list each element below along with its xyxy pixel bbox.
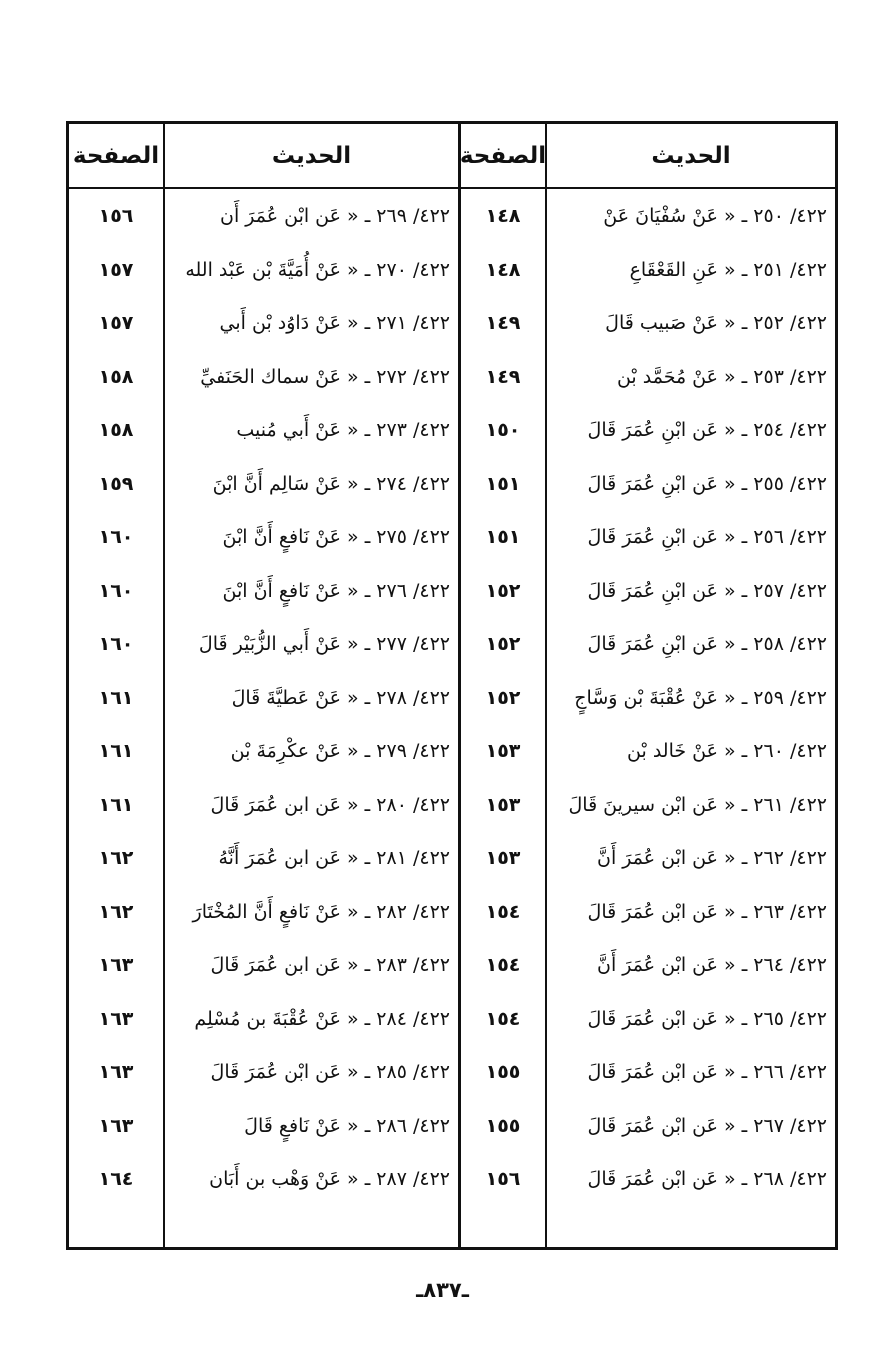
- right-hadith-entry: ٤٢٢/ ٢٦٥ ـ « عَن ابْن عُمَرَ قَالَ: [587, 1007, 827, 1030]
- left-hadith-entry: ٤٢٢/ ٢٧٥ ـ « عَنْ نَافعٍ أَنَّ ابْنَ: [222, 526, 450, 548]
- right-page-number: ١٤٩: [485, 365, 521, 388]
- header-left-hadith: الحديث: [271, 142, 352, 169]
- page-number: ـ٨٣٧ـ: [416, 1278, 469, 1302]
- table-row: [69, 250, 835, 290]
- right-hadith-entry: ٤٢٢/ ٢٥٦ ـ « عَن ابْنِ عُمَرَ قَالَ: [587, 526, 827, 548]
- left-page-number: ١٦٢: [98, 847, 134, 869]
- right-hadith-entry: ٤٢٢/ ٢٥٠ ـ « عَنْ سُفْيَانَ عَنْ: [603, 205, 827, 227]
- table-row: [69, 731, 835, 771]
- left-page-number: ١٦٠: [98, 526, 134, 548]
- left-page-number: ١٦٣: [98, 1007, 134, 1030]
- left-page-number: ١٦١: [98, 686, 134, 709]
- right-page-number: ١٥٢: [485, 579, 521, 602]
- right-hadith-entry: ٤٢٢/ ٢٥٣ ـ « عَنْ مُحَمَّد بْن: [616, 365, 827, 388]
- right-hadith-entry: ٤٢٢/ ٢٥٩ ـ « عَنْ عُقْبَةَ بْن وَسَّاجٍ: [574, 686, 827, 709]
- left-hadith-entry: ٤٢٢/ ٢٧٢ ـ « عَنْ سماك الحَنَفيِّ: [200, 365, 450, 388]
- table-row: [69, 410, 835, 450]
- left-hadith-entry: ٤٢٢/ ٢٨٥ ـ « عَن ابْن عُمَرَ قَالَ: [210, 1061, 450, 1083]
- left-page-number: ١٦١: [98, 740, 134, 762]
- left-page-number: ١٦١: [98, 793, 134, 816]
- right-hadith-entry: ٤٢٢/ ٢٥٢ ـ « عَنْ صَبيب قَالَ: [605, 312, 827, 334]
- left-hadith-entry: ٤٢٢/ ٢٨٣ ـ « عَن ابن عُمَرَ قَالَ: [210, 954, 450, 976]
- left-hadith-entry: ٤٢٢/ ٢٧٧ ـ « عَنْ أَبي الزُّبَيْر قَالَ: [198, 633, 450, 655]
- left-hadith-entry: ٤٢٢/ ٢٨١ ـ « عَن ابن عُمَرَ أَنَّهُ: [218, 847, 450, 869]
- left-page-number: ١٥٨: [98, 365, 134, 388]
- right-hadith-entry: ٤٢٢/ ٢٦٧ ـ « عَن ابْن عُمَرَ قَالَ: [587, 1114, 827, 1137]
- table-row: [69, 1159, 835, 1199]
- left-page-number: ١٦٢: [98, 900, 134, 923]
- left-hadith-entry: ٤٢٢/ ٢٧١ ـ « عَنْ دَاوُد بْن أَبي: [219, 312, 450, 334]
- left-hadith-entry: ٤٢٢/ ٢٧٨ ـ « عَنْ عَطيَّةَ قَالَ: [231, 686, 450, 709]
- right-page-number: ١٥٣: [485, 740, 521, 762]
- left-hadith-entry: ٤٢٢/ ٢٨٦ ـ « عَنْ نَافعٍ قَالَ: [244, 1114, 450, 1137]
- right-hadith-entry: ٤٢٢/ ٢٦٢ ـ « عَن ابْن عُمَرَ أَنَّ: [597, 847, 827, 869]
- table-row: [69, 624, 835, 664]
- right-hadith-entry: ٤٢٢/ ٢٦٨ ـ « عَن ابْن عُمَرَ قَالَ: [587, 1168, 827, 1190]
- right-hadith-entry: ٤٢٢/ ٢٥٧ ـ « عَن ابْنِ عُمَرَ قَالَ: [587, 579, 827, 602]
- hadith-index-table: [66, 121, 838, 1250]
- header-right-page: الصفحة: [459, 142, 547, 169]
- right-page-number: ١٤٨: [485, 258, 521, 281]
- table-row: [69, 785, 835, 825]
- left-page-number: ١٥٦: [98, 205, 134, 227]
- right-page-number: ١٥٤: [485, 1007, 521, 1030]
- left-page-number: ١٦٠: [98, 633, 134, 655]
- right-page-number: ١٥٥: [485, 1114, 521, 1137]
- table-row: [69, 1106, 835, 1146]
- right-hadith-entry: ٤٢٢/ ٢٦٤ ـ « عَن ابْن عُمَرَ أَنَّ: [597, 954, 827, 976]
- left-hadith-entry: ٤٢٢/ ٢٨٠ ـ « عَن ابن عُمَرَ قَالَ: [210, 793, 450, 816]
- table-row: [69, 571, 835, 611]
- header-divider: [69, 187, 835, 189]
- left-hadith-entry: ٤٢٢/ ٢٧٩ ـ « عَنْ عكْرِمَةَ بْن: [230, 740, 450, 762]
- right-hadith-entry: ٤٢٢/ ٢٦٦ ـ « عَن ابْن عُمَرَ قَالَ: [587, 1061, 827, 1083]
- right-page-number: ١٥١: [485, 472, 521, 495]
- right-page-number: ١٥٤: [485, 954, 521, 976]
- right-hadith-entry: ٤٢٢/ ٢٦٣ ـ « عَن ابْن عُمَرَ قَالَ: [587, 900, 827, 923]
- right-page-number: ١٥٣: [485, 793, 521, 816]
- table-row: [69, 838, 835, 878]
- right-page-number: ١٥٢: [485, 686, 521, 709]
- left-page-number: ١٥٧: [98, 312, 134, 334]
- right-hadith-entry: ٤٢٢/ ٢٥١ ـ « عَنِ القَعْقَاعِ: [629, 258, 827, 281]
- table-row: [69, 517, 835, 557]
- header-left-page: الصفحة: [72, 142, 160, 169]
- table-row: [69, 303, 835, 343]
- left-hadith-entry: ٤٢٢/ ٢٧٠ ـ « عَنْ أُمَيَّةَ بْن عَبْد الله: [185, 258, 450, 281]
- table-row: [69, 678, 835, 718]
- right-page-number: ١٤٨: [485, 205, 521, 227]
- left-hadith-entry: ٤٢٢/ ٢٨٢ ـ « عَنْ نَافعٍ أَنَّ المُخْتَارَ: [192, 900, 450, 923]
- left-page-number: ١٦٣: [98, 1061, 134, 1083]
- right-hadith-entry: ٤٢٢/ ٢٥٥ ـ « عَن ابْنِ عُمَرَ قَالَ: [587, 472, 827, 495]
- table-row: [69, 1052, 835, 1092]
- table-row: [69, 464, 835, 504]
- right-page-number: ١٥٢: [485, 633, 521, 655]
- right-hadith-entry: ٤٢٢/ ٢٦١ ـ « عَن ابْن سيرينَ قَالَ: [568, 793, 827, 816]
- left-hadith-entry: ٤٢٢/ ٢٧٦ ـ « عَنْ نَافعٍ أَنَّ ابْنَ: [222, 579, 450, 602]
- table-row: [69, 945, 835, 985]
- left-hadith-entry: ٤٢٢/ ٢٨٧ ـ « عَنْ وَهْب بن أَبَان: [209, 1168, 450, 1190]
- right-page-number: ١٤٩: [485, 312, 521, 334]
- left-page-number: ١٦٠: [98, 579, 134, 602]
- left-hadith-entry: ٤٢٢/ ٢٨٤ ـ « عَنْ عُقْبَةَ بن مُسْلِم: [194, 1007, 450, 1030]
- left-hadith-entry: ٤٢٢/ ٢٦٩ ـ « عَن ابْن عُمَرَ أَن: [220, 205, 450, 227]
- right-hadith-entry: ٤٢٢/ ٢٥٤ ـ « عَن ابْنِ عُمَرَ قَالَ: [587, 419, 827, 441]
- right-page-number: ١٥٣: [485, 847, 521, 869]
- left-hadith-entry: ٤٢٢/ ٢٧٤ ـ « عَنْ سَالِم أَنَّ ابْنَ: [212, 472, 450, 495]
- table-row: [69, 196, 835, 236]
- left-page-number: ١٥٩: [98, 472, 134, 495]
- left-page-number: ١٦٣: [98, 954, 134, 976]
- left-page-number: ١٦٤: [98, 1168, 134, 1190]
- right-page-number: ١٥١: [485, 526, 521, 548]
- right-page-number: ١٥٥: [485, 1061, 521, 1083]
- left-hadith-entry: ٤٢٢/ ٢٧٣ ـ « عَنْ أَبي مُنيب: [236, 419, 450, 441]
- table-row: [69, 999, 835, 1039]
- left-page-number: ١٥٨: [98, 419, 134, 441]
- right-page-number: ١٥٠: [485, 419, 521, 441]
- right-page-number: ١٥٤: [485, 900, 521, 923]
- right-page-number: ١٥٦: [485, 1168, 521, 1190]
- right-hadith-entry: ٤٢٢/ ٢٥٨ ـ « عَن ابْنِ عُمَرَ قَالَ: [587, 633, 827, 655]
- table-row: [69, 357, 835, 397]
- right-hadith-entry: ٤٢٢/ ٢٦٠ ـ « عَنْ خَالد بْن: [627, 740, 827, 762]
- left-page-number: ١٦٣: [98, 1114, 134, 1137]
- table-row: [69, 892, 835, 932]
- left-page-number: ١٥٧: [98, 258, 134, 281]
- header-right-hadith: الحديث: [651, 142, 731, 169]
